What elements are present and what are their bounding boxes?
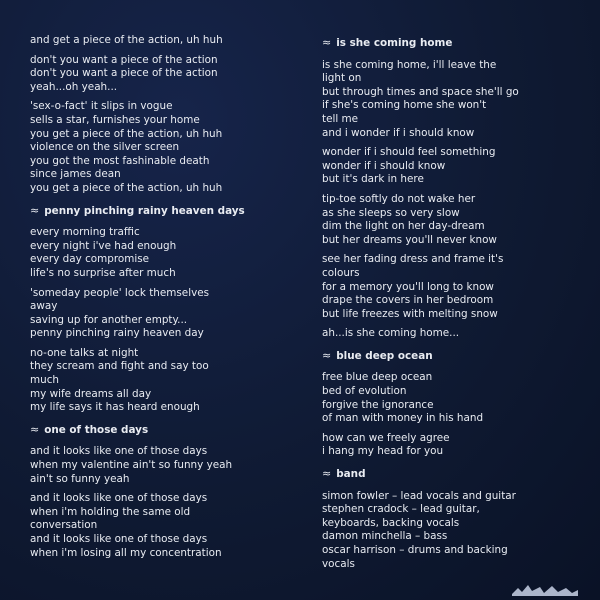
lyric-line: wonder if i should know bbox=[322, 159, 446, 172]
song-title-text: band bbox=[336, 468, 366, 481]
lyric-line: tip-toe softly do not wake her bbox=[322, 192, 476, 205]
song-blue-deep-ocean bbox=[322, 349, 586, 459]
lyric-line: you got the most fashinable death bbox=[30, 154, 210, 167]
song-title-text: is she coming home bbox=[336, 37, 453, 49]
stanza bbox=[322, 253, 586, 321]
lyric-line: ain't so funny yeah bbox=[30, 472, 130, 485]
stanza bbox=[30, 347, 292, 415]
credit-line: oscar harrison – drums and backing bbox=[322, 544, 508, 556]
stanza bbox=[30, 54, 292, 95]
paint-splash-decoration bbox=[510, 582, 580, 596]
lyric-line: ah...is she coming home... bbox=[322, 327, 460, 340]
lyric-line: if she's coming home she won't bbox=[322, 99, 487, 112]
lyric-line: every day compromise bbox=[30, 253, 150, 266]
lyric-line: light on bbox=[322, 72, 362, 85]
lyric-line: but through times and space she'll go bbox=[322, 85, 519, 98]
song-is-she-coming-home bbox=[322, 36, 586, 341]
lyric-line: but her dreams you'll never know bbox=[322, 233, 497, 246]
stanza bbox=[30, 287, 292, 341]
approx-icon: ≈ bbox=[322, 348, 332, 362]
song-title bbox=[322, 36, 586, 51]
lyric-line: when i'm holding the same old bbox=[30, 505, 191, 518]
lyric-line: life's no surprise after much bbox=[30, 266, 176, 279]
song-title bbox=[322, 349, 586, 364]
lyric-line: every morning traffic bbox=[30, 226, 140, 239]
lyric-line: conversation bbox=[30, 519, 98, 532]
lyric-line: colours bbox=[322, 266, 360, 279]
song-penny-pinching bbox=[30, 204, 292, 415]
lyric-line: sells a star, furnishes your home bbox=[30, 113, 200, 126]
lyric-line: when my valentine ain't so funny yeah bbox=[30, 459, 233, 472]
lyric-line: 'someday people' lock themselves bbox=[30, 286, 210, 299]
song-title-text: blue deep ocean bbox=[336, 349, 433, 362]
left-column bbox=[30, 34, 292, 566]
lyric-line: drape the covers in her bedroom bbox=[322, 294, 494, 307]
lyric-line: is she coming home, i'll leave the bbox=[322, 58, 497, 71]
stanza bbox=[30, 100, 292, 195]
lyric-line: away bbox=[30, 300, 58, 313]
lyric-line: they scream and fight and say too bbox=[30, 360, 209, 373]
lyric-line: and it looks like one of those days bbox=[30, 445, 208, 458]
lyric-line: and it looks like one of those days bbox=[30, 492, 208, 505]
credit-line: stephen cradock – lead guitar, bbox=[322, 503, 480, 516]
stanza bbox=[322, 327, 586, 341]
lyric-line: of man with money in his hand bbox=[322, 412, 484, 425]
lyric-line: for a memory you'll long to know bbox=[322, 280, 494, 293]
approx-icon: ≈ bbox=[30, 422, 40, 436]
lyric-line: but it's dark in here bbox=[322, 173, 424, 186]
band-credits bbox=[322, 467, 586, 571]
stanza bbox=[322, 432, 586, 459]
lyric-line: don't you want a piece of the action bbox=[30, 53, 218, 66]
lyric-line: since james dean bbox=[30, 168, 121, 181]
lyric-line: and it looks like one of those days bbox=[30, 533, 208, 545]
stanza bbox=[30, 226, 292, 280]
lyric-line: you get a piece of the action, uh huh bbox=[30, 181, 223, 194]
lyric-line: no-one talks at night bbox=[30, 346, 139, 359]
stanza bbox=[322, 59, 586, 141]
lyric-line: every night i've had enough bbox=[30, 239, 177, 252]
song-title-text: one of those days bbox=[44, 423, 149, 436]
approx-icon: ≈ bbox=[30, 203, 40, 217]
lyric-line: my wife dreams all day bbox=[30, 387, 152, 400]
lyric-line: saving up for another empty... bbox=[30, 313, 188, 326]
lyric-line: when i'm losing all my concentration bbox=[30, 546, 222, 559]
lyric-line: see her fading dress and frame it's bbox=[322, 253, 504, 266]
approx-icon: ≈ bbox=[322, 467, 332, 481]
lyric-line: i hang my head for you bbox=[322, 445, 444, 458]
approx-icon: ≈ bbox=[322, 36, 332, 49]
lyric-line: and get a piece of the action, uh huh bbox=[30, 34, 223, 46]
song-title bbox=[30, 204, 292, 219]
lyric-line: forgive the ignorance bbox=[322, 398, 434, 411]
credit-line: vocals bbox=[322, 557, 355, 570]
lyric-line: bed of evolution bbox=[322, 385, 407, 398]
song-title bbox=[30, 423, 292, 438]
stanza bbox=[322, 490, 586, 572]
lyric-line: how can we freely agree bbox=[322, 431, 450, 444]
credit-line: damon minchella – bass bbox=[322, 530, 448, 543]
credit-line: keyboards, backing vocals bbox=[322, 516, 460, 529]
stanza bbox=[322, 193, 586, 247]
lyric-line: penny pinching rainy heaven day bbox=[30, 327, 204, 340]
lyric-line: you get a piece of the action, uh huh bbox=[30, 127, 223, 140]
lyric-line: don't you want a piece of the action bbox=[30, 67, 218, 80]
lyric-line: but life freezes with melting snow bbox=[322, 307, 498, 320]
lyric-line: tell me bbox=[322, 112, 359, 125]
stanza bbox=[30, 492, 292, 560]
song-one-of-those-days bbox=[30, 423, 292, 560]
lyric-line: free blue deep ocean bbox=[322, 371, 433, 384]
lyric-line: wonder if i should feel something bbox=[322, 146, 496, 159]
lyric-line: as she sleeps so very slow bbox=[322, 206, 460, 219]
intro-lyrics bbox=[30, 34, 292, 196]
song-title-text: penny pinching rainy heaven days bbox=[44, 204, 245, 217]
lyric-line: violence on the silver screen bbox=[30, 141, 180, 154]
lyric-line: 'sex-o-fact' it slips in vogue bbox=[30, 100, 173, 113]
credit-line: simon fowler – lead vocals and guitar bbox=[322, 489, 516, 502]
stanza bbox=[322, 371, 586, 425]
lyric-line: dim the light on her day-dream bbox=[322, 220, 485, 233]
lyric-line: much bbox=[30, 374, 60, 387]
right-column bbox=[322, 34, 586, 577]
stanza bbox=[322, 146, 586, 187]
song-title bbox=[322, 467, 586, 482]
lyric-line: and i wonder if i should know bbox=[322, 126, 475, 139]
lyric-line: my life says it has heard enough bbox=[30, 401, 200, 414]
stanza bbox=[30, 34, 292, 48]
lyric-line: yeah...oh yeah... bbox=[30, 80, 118, 93]
stanza bbox=[30, 445, 292, 486]
